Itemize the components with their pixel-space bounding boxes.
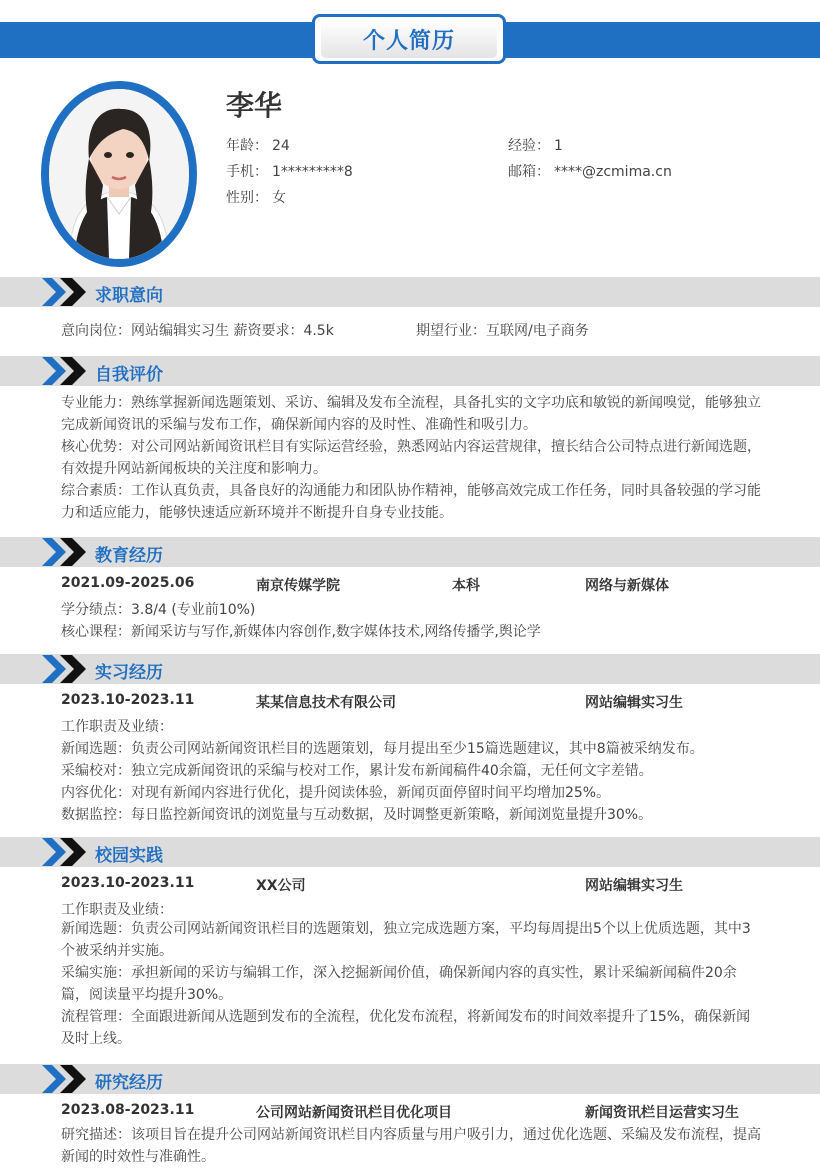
double-chevron-icon [40,1064,90,1094]
research-project: 公司网站新闻资讯栏目优化项目 [256,1105,452,1121]
section-header-self [0,356,820,386]
self-eval-quality: 综合素质：工作认真负责，具备良好的沟通能力和团队协作精神，能够高效完成工作任务，同时具备较强的学习能力和适应能力，能够快速适应新环境并不断提升自身专业技能。 [61,483,761,521]
campus-date: 2023.10-2023.11 [61,875,195,891]
research-description: 研究描述：该项目旨在提升公司网站新闻资讯栏目内容质量与用户吸引力，通过优化选题、采编及发布流程，提高新闻的时效性与准确性。 [61,1127,761,1165]
email-label: 邮箱： [508,164,550,180]
resume-title: 个人简历 [321,20,497,58]
section-header-research [0,1064,820,1094]
self-eval-strength: 核心优势：对公司网站新闻资讯栏目有实际运营经验，熟悉网站内容运营规律，擅长结合公司特点进行新闻选题，有效提升网站新闻板块的关注度和影响力。 [61,439,761,477]
section-title: 实习经历 [95,663,163,683]
section-header-internship [0,654,820,684]
resume-title-box [312,14,506,64]
education-degree: 本科 [452,578,480,594]
double-chevron-icon [40,837,90,867]
section-header-campus [0,837,820,867]
intent-industry: 期望行业：互联网/电子商务 [416,323,589,339]
internship-duty-2: 采编校对：独立完成新闻资讯的采编与校对工作，累计发布新闻稿件40余篇，无任何文字差错。 [61,763,653,779]
section-header-intent [0,277,820,307]
phone-label: 手机： [226,164,268,180]
phone-row [226,161,353,181]
self-eval-skill: 专业能力：熟练掌握新闻选题策划、采访、编辑及发布全流程，具备扎实的文字功底和敏锐的新闻嗅觉，能够独立完成新闻资讯的采编与发布工作，确保新闻内容的及时性、准确性和吸引力。 [61,395,761,433]
internship-role: 网站编辑实习生 [585,695,683,711]
internship-duty-1: 新闻选题：负责公司网站新闻资讯栏目的选题策划，每月提出至少15篇选题建议，其中8篇被采纳发布。 [61,741,704,757]
age-row [226,135,290,155]
experience-value: 1 [554,138,563,154]
portrait-image [49,89,189,259]
candidate-name: 李华 [226,89,283,122]
research-date: 2023.08-2023.11 [61,1102,195,1118]
internship-duty-4: 数据监控：每日监控新闻资讯的浏览量与互动数据，及时调整更新策略，新闻浏览量提升30%。 [61,807,653,823]
section-title: 求职意向 [95,286,163,306]
gender-value: 女 [272,190,286,206]
double-chevron-icon [40,537,90,567]
education-school: 南京传媒学院 [256,578,340,594]
section-title: 教育经历 [95,546,163,566]
double-chevron-icon [40,277,90,307]
internship-duty-3: 内容优化：对现有新闻内容进行优化，提升阅读体验，新闻页面停留时间平均增加25%。 [61,785,611,801]
internship-date: 2023.10-2023.11 [61,692,195,708]
research-role: 新闻资讯栏目运营实习生 [585,1105,739,1121]
campus-role: 网站编辑实习生 [585,878,683,894]
campus-duties-label: 工作职责及业绩： [61,902,173,918]
education-major: 网络与新媒体 [585,578,669,594]
age-label: 年龄： [226,138,268,154]
gender-label: 性别： [226,190,268,206]
email-value: ****@zcmima.cn [554,164,672,180]
internship-company: 某某信息技术有限公司 [256,695,396,711]
campus-duty-2: 采编实施：承担新闻的采访与编辑工作，深入挖掘新闻价值，确保新闻内容的真实性，累计采编新闻稿件20余篇，阅读量平均提升30%。 [61,965,737,1003]
internship-duties-label: 工作职责及业绩： [61,719,173,735]
phone-value: 1*********8 [272,164,353,180]
section-title: 校园实践 [95,846,163,866]
education-date: 2021.09-2025.06 [61,575,195,591]
experience-label: 经验： [508,138,550,154]
age-value: 24 [272,138,290,154]
intent-position: 意向岗位：网站编辑实习生 薪资要求：4.5k [61,323,334,339]
campus-duty-1: 新闻选题：负责公司网站新闻资讯栏目的选题策划，独立完成选题方案，平均每周提出5个以上优质选题，其中3个被采纳并实施。 [61,921,751,959]
campus-company: XX公司 [256,878,306,894]
avatar [41,81,197,267]
section-header-education [0,537,820,567]
section-title: 研究经历 [95,1073,163,1093]
experience-row [508,135,563,155]
campus-duty-3: 流程管理：全面跟进新闻从选题到发布的全流程，优化发布流程，将新闻发布的时间效率提升了15%，确保新闻及时上线。 [61,1009,751,1047]
double-chevron-icon [40,654,90,684]
double-chevron-icon [40,356,90,386]
gender-row [226,187,286,207]
education-gpa: 学分绩点：3.8/4 (专业前10%) [61,602,256,618]
education-courses: 核心课程：新闻采访与写作,新媒体内容创作,数字媒体技术,网络传播学,舆论学 [61,624,541,640]
email-row [508,161,672,181]
section-title: 自我评价 [95,365,163,385]
